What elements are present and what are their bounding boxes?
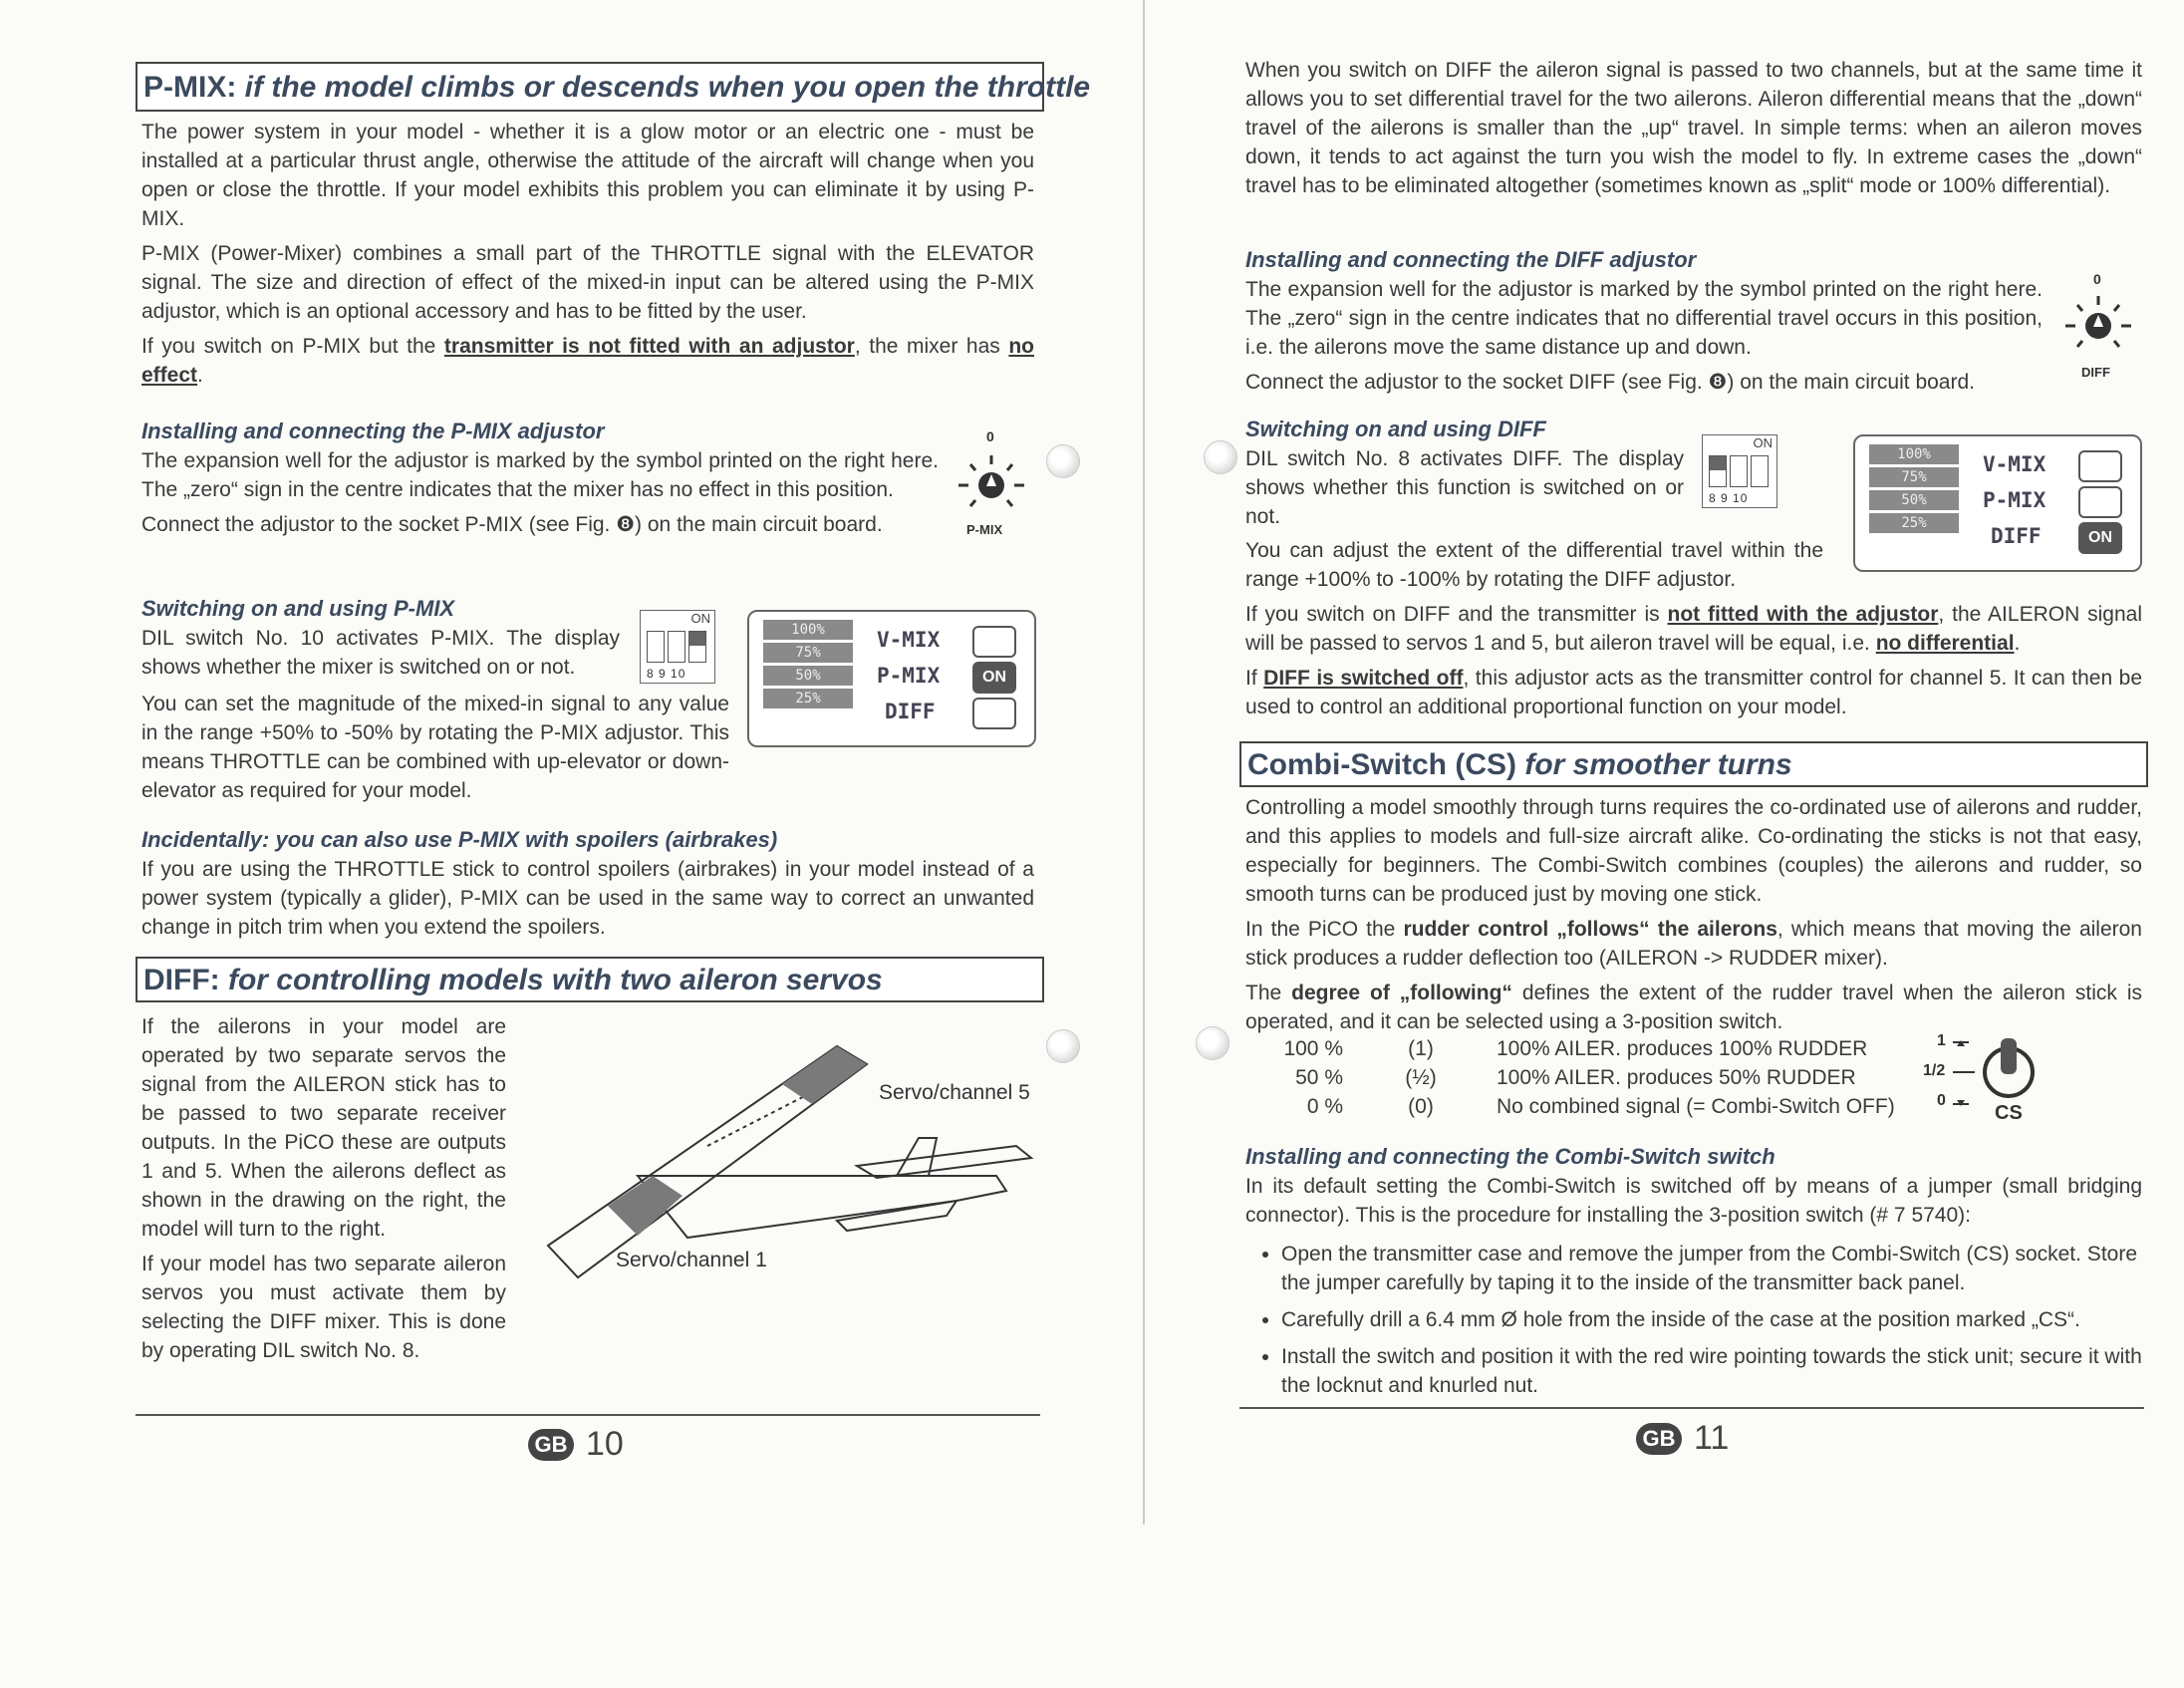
- aileron-plane-diagram: [538, 1026, 1076, 1285]
- page-number: 11: [1694, 1419, 1730, 1457]
- lcd-bar: 50%: [1869, 490, 1959, 510]
- servo-channel-5-label: Servo/channel 5: [879, 1081, 1030, 1104]
- lcd-display-diff: [1853, 434, 2142, 572]
- cs-para-1: Controlling a model smoothly through turns requires the co-ordinated use of ailerons and rudder, and this applies to models and full-size aircraft alike. Co-ordinating the sticks is not that easy, especially for beginners. The Combi-Switch combines (couples) the ailerons and rudder, so smooth turns can be produced just by moving one stick.: [1245, 796, 2142, 906]
- cs-install-text: In its default setting the Combi-Switch is switched off by means of a jumper (small bridging connector). This is the procedure for installing the 3-position switch (# 7 5740):: [1245, 1175, 2142, 1227]
- page-footer-left: [528, 1425, 624, 1464]
- diff-knob-symbol: [2048, 271, 2128, 386]
- lcd-label-diff: DIFF: [1991, 524, 2042, 548]
- cs-title-box: [1239, 741, 2148, 787]
- table-row: [1253, 1092, 1895, 1121]
- dil-numbers: 8 9 10: [1709, 491, 1749, 505]
- cs-title: Combi-Switch (CS) for smoother turns: [1247, 748, 1792, 781]
- cs-pos: (1): [1408, 1036, 1434, 1060]
- dil-switch-8: [647, 631, 665, 663]
- lcd-bar: 25%: [1869, 513, 1959, 533]
- pmix-install-para-1: The expansion well for the adjustor is marked by the symbol printed on the right here. The „zero“ sign in the centre indicates that the mixer has no effect in this position.: [141, 449, 939, 501]
- lcd-indicator-vmix: [972, 626, 1016, 658]
- pmix-install-heading: Installing and connecting the P-MIX adjustor: [141, 419, 605, 443]
- dil-switch-9: [1730, 455, 1748, 487]
- punch-hole: [1196, 1026, 1229, 1060]
- cs-pct: 0 %: [1306, 1094, 1343, 1118]
- pmix-para-3: If you switch on P-MIX but the transmitter is not fitted with an adjustor, the mixer has no effect.: [141, 335, 1034, 387]
- pmix-install-text: [141, 446, 939, 539]
- dil-switch-pmix: [640, 610, 715, 684]
- lcd-indicator-vmix: [2078, 450, 2122, 482]
- diff-title-box: [136, 957, 1044, 1002]
- pmix-switch-text-2: You can set the magnitude of the mixed-in signal to any value in the range +50% to -50% by rotating the P-MIX adjustor. This means THROTTLE can be combined with up-elevator or down-elevator as required for your model.: [141, 693, 729, 802]
- knob-zero-label: 0: [2093, 271, 2101, 287]
- lcd-bars: [763, 620, 853, 711]
- cs-pct: 100 %: [1283, 1036, 1343, 1060]
- cs-pos-half-label: 1/2: [1923, 1062, 1946, 1079]
- pmix-para-2: P-MIX (Power-Mixer) combines a small part of the THROTTLE signal with the ELEVATOR signal. The size and direction of effect of the mixed-in input can be altered using the P-MIX adjustor, which is an optional accessory and has to be fitted by the user.: [141, 242, 1034, 323]
- cs-switch-symbol: [1907, 1026, 2037, 1126]
- diff-not-fitted-para: If you switch on DIFF and the transmitter is not fitted with the adjustor, the AILERON signal will be passed to servos 1 and 5, but aileron travel will be equal, i.e. no differential.: [1245, 603, 2142, 655]
- diff-switch-text-3: [1245, 600, 2142, 721]
- lcd-bars: [1869, 444, 1959, 536]
- cs-install-heading: Installing and connecting the Combi-Switch switch: [1245, 1144, 1775, 1169]
- dil-numbers: 8 9 10: [647, 667, 686, 681]
- diff-para-1: If the ailerons in your model are operated by two separate servos the signal from the AILERON stick has to be passed to two separate receiver outputs. In the PiCO these are outputs 1 and 5. When the ailerons deflect as shown in the drawing on the right, the model will turn to the right.: [141, 1015, 506, 1241]
- knob-pmix-label: P-MIX: [966, 522, 1003, 537]
- dil-switch-10: [688, 631, 706, 663]
- spoiler-text: If you are using the THROTTLE stick to control spoilers (airbrakes) in your model instead of a power system (typically a glider), P-MIX can be used in the same way to correct an unwanted change in pitch trim when you extend the spoilers.: [141, 858, 1034, 939]
- lcd-label-pmix: P-MIX: [877, 664, 941, 688]
- lcd-display-pmix: [747, 610, 1036, 747]
- knob-icon: [2063, 291, 2133, 361]
- lcd-label-vmix: V-MIX: [877, 628, 941, 652]
- list-item: • Open the transmitter case and remove the jumper from the Combi-Switch (CS) socket. Store the jumper carefully by taping it to the inside of the transmitter back panel.: [1281, 1240, 2142, 1297]
- lcd-bar: 75%: [763, 643, 853, 663]
- diff-install-heading: Installing and connecting the DIFF adjustor: [1245, 247, 1697, 272]
- diff-intro: When you switch on DIFF the aileron signal is passed to two channels, but at the same time it allows you to set differential travel for the two ailerons. Aileron differential means that the „down“ travel of the ailerons is smaller than the „up“ travel. In simple terms: when an aileron moves down, it tends to act against the turn you wish the model to fly. In extreme cases the „down“ travel has to be eliminated altogether (sometimes known as „split“ mode or 100% differential).: [1245, 59, 2142, 197]
- gb-badge: GB: [528, 1429, 574, 1461]
- cs-pos: (0): [1408, 1094, 1434, 1118]
- pmix-knob-symbol: [947, 428, 1016, 543]
- lcd-bar: 25%: [763, 689, 853, 708]
- knob-icon: [956, 450, 1026, 520]
- diff-install-para-1: The expansion well for the adjustor is marked by the symbol printed on the right here. The „zero“ sign in the centre indicates that no differential travel occurs in this position, i.e. the ailerons move the same distance up and down.: [1245, 278, 2043, 359]
- page-footer-right: [1636, 1419, 1729, 1458]
- cs-para-2: In the PiCO the rudder control „follows“ the ailerons, which means that moving the aileron stick produces a rudder deflection too (AILERON -> RUDDER mixer).: [1245, 918, 2142, 970]
- cs-para-3: The degree of „following“ defines the extent of the rudder travel when the aileron stick is operated, and it can be selected using a 3-position switch.: [1245, 982, 2142, 1033]
- lcd-label-pmix: P-MIX: [1983, 488, 2047, 512]
- pmix-switch-text-1: DIL switch No. 10 activates P-MIX. The display shows whether the mixer is switched on or not.: [141, 627, 620, 679]
- dil-on-label: ON: [690, 611, 710, 626]
- right-page: [1144, 0, 2184, 1688]
- pmix-title-box: [136, 62, 1091, 112]
- footer-rule: [136, 1414, 1040, 1416]
- lcd-indicator-diff-on: ON: [2078, 522, 2122, 554]
- table-row: [1253, 1063, 1895, 1092]
- lcd-bar: 50%: [763, 666, 853, 686]
- dil-switch-10: [1751, 455, 1769, 487]
- cs-desc: No combined signal (= Combi-Switch OFF): [1497, 1094, 1895, 1118]
- spoiler-heading: Incidentally: you can also use P-MIX with spoilers (airbrakes): [141, 827, 778, 852]
- knob-zero-label: 0: [986, 428, 994, 444]
- cs-switch-label: CS: [1995, 1102, 2023, 1124]
- punch-hole: [1046, 1029, 1080, 1063]
- pmix-install-para-2: Connect the adjustor to the socket P-MIX (see Fig. ❽) on the main circuit board.: [141, 513, 883, 536]
- pmix-para-1: The power system in your model - whether it is a glow motor or an electric one - must be installed at a particular thrust angle, otherwise the attitude of the aircraft will change when you open or close the throttle. If your model exhibits this problem you can eliminate it by using P-MIX.: [141, 121, 1034, 230]
- table-row: [1253, 1034, 1895, 1063]
- diff-off-para: If DIFF is switched off, this adjustor acts as the transmitter control for channel 5. It can then be used to control an additional proportional function on your model.: [1245, 667, 2142, 718]
- diff-text: [141, 1012, 506, 1365]
- servo-channel-1-label: Servo/channel 1: [616, 1249, 767, 1271]
- cs-intro: [1245, 793, 2142, 1036]
- dil-switch-9: [668, 631, 685, 663]
- cs-settings-table: [1253, 1034, 1895, 1121]
- diff-title: DIFF: for controlling models with two aileron servos: [143, 964, 883, 996]
- diff-switch-text-2: You can adjust the extent of the differential travel within the range +100% to -100% by rotating the DIFF adjustor.: [1245, 539, 1823, 591]
- punch-hole: [1204, 440, 1237, 474]
- diff-para-2: If your model has two separate aileron servos you must activate them by selecting the DIFF mixer. This is done by operating DIL switch No. 8.: [141, 1253, 506, 1362]
- aileron-left-shaded: [608, 1176, 682, 1236]
- cs-desc: 100% AILER. produces 100% RUDDER: [1497, 1036, 1868, 1060]
- cs-pos-1-label: 1: [1937, 1032, 1946, 1049]
- cs-pos: (½): [1405, 1065, 1437, 1089]
- list-item: • Carefully drill a 6.4 mm Ø hole from the inside of the case at the position marked „CS“.: [1281, 1305, 2142, 1334]
- lcd-bar: 75%: [1869, 467, 1959, 487]
- dil-switch-8: [1709, 455, 1727, 487]
- lcd-label-vmix: V-MIX: [1983, 452, 2047, 476]
- dil-on-label: ON: [1753, 435, 1773, 450]
- cs-install-steps: [1245, 1240, 2142, 1408]
- punch-hole: [1046, 444, 1080, 478]
- diff-install-para-2: Connect the adjustor to the socket DIFF (see Fig. ❽) on the main circuit board.: [1245, 371, 1975, 394]
- diff-switch-heading: Switching on and using DIFF: [1245, 417, 1546, 441]
- cs-pct: 50 %: [1295, 1065, 1343, 1089]
- dil-switch-diff: [1702, 434, 1777, 508]
- cs-pos-0-label: 0: [1937, 1092, 1946, 1109]
- page-number: 10: [586, 1425, 624, 1463]
- diff-switch-text-1: DIL switch No. 8 activates DIFF. The display shows whether this function is switched on or not.: [1245, 447, 1684, 528]
- knob-diff-label: DIFF: [2081, 365, 2110, 380]
- lcd-bar: 100%: [763, 620, 853, 640]
- pmix-intro: [141, 118, 1034, 390]
- lcd-label-diff: DIFF: [885, 700, 936, 723]
- pmix-title: P-MIX: if the model climbs or descends when you open the throttle: [143, 71, 1091, 104]
- pmix-switch-heading: Switching on and using P-MIX: [141, 596, 455, 621]
- gb-badge: GB: [1636, 1423, 1682, 1455]
- lcd-indicator-pmix-on: ON: [972, 662, 1016, 694]
- diff-install-text: [1245, 275, 2043, 397]
- lcd-indicator-diff: [972, 698, 1016, 729]
- lcd-indicator-pmix: [2078, 486, 2122, 518]
- footer-rule: [1239, 1407, 2144, 1409]
- list-item: • Install the switch and position it with the red wire pointing towards the stick unit; secure it with the locknut and knurled nut.: [1281, 1342, 2142, 1400]
- cs-desc: 100% AILER. produces 50% RUDDER: [1497, 1065, 1856, 1089]
- lcd-bar: 100%: [1869, 444, 1959, 464]
